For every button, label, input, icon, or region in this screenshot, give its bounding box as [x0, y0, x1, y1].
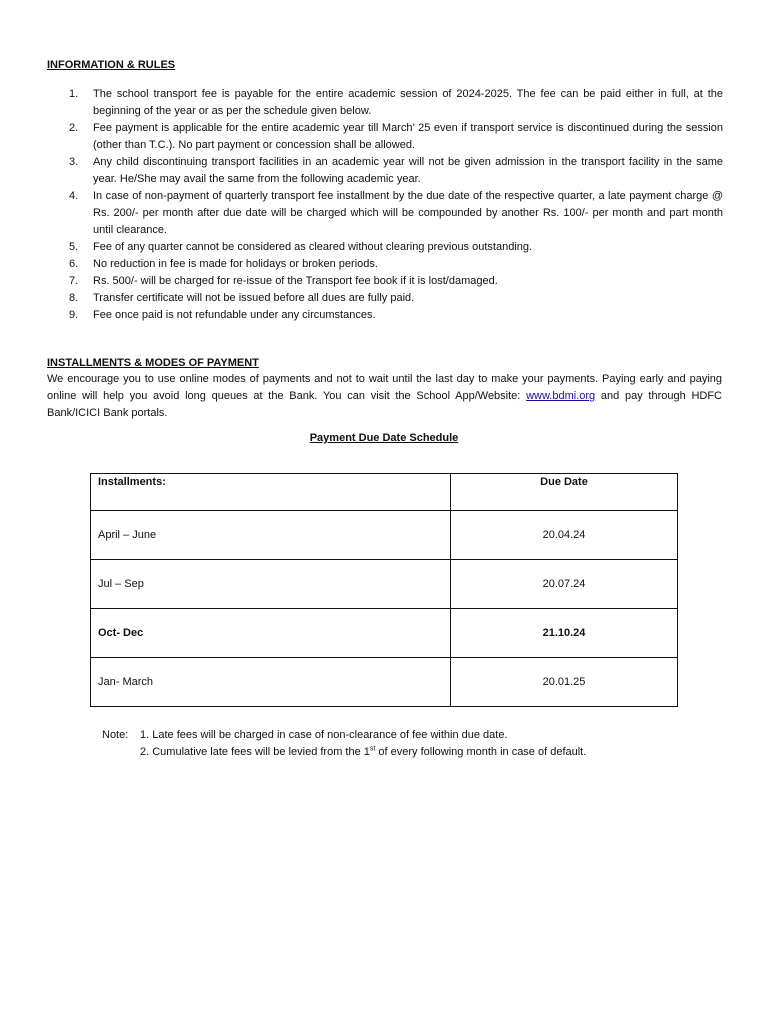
- rule-item: [47, 86, 723, 120]
- rule-number: 5.: [69, 241, 79, 253]
- payment-intro: [47, 371, 722, 422]
- rule-text: Fee of any quarter cannot be considered as cleared without clearing previous outstanding.: [93, 241, 533, 253]
- rules-list: [47, 86, 723, 324]
- rule-item: [47, 256, 723, 273]
- rule-number: 3.: [69, 156, 79, 168]
- rule-item: [47, 154, 723, 188]
- installment-due-date: 20.07.24: [451, 560, 678, 609]
- table-row: [91, 658, 678, 707]
- school-website-link[interactable]: www.bdmi.org: [526, 390, 596, 402]
- note-line-1: [102, 727, 586, 744]
- table-row: [91, 560, 678, 609]
- rule-item: [47, 273, 723, 290]
- table-row: [91, 511, 678, 560]
- note-text-1: 1. Late fees will be charged in case of non-clearance of fee within due date.: [140, 729, 508, 741]
- rule-text: Any child discontinuing transport facilities in an academic year will not be given admission in the transport facility in the same year. He/She may avail the same from the following academic year.: [93, 156, 723, 185]
- note-line-2: [102, 744, 586, 761]
- rule-text: The school transport fee is payable for the entire academic session of 2024-2025. The fee can be paid either in full, at the beginning of the year or as per the schedule given below.: [93, 88, 723, 117]
- installment-period: April – June: [91, 511, 451, 560]
- table-header-row: [91, 474, 678, 511]
- note-text-2b: of every following month in case of default.: [375, 746, 587, 758]
- note-label: Note:: [102, 729, 129, 741]
- installment-due-date: 20.04.24: [451, 511, 678, 560]
- rule-number: 8.: [69, 292, 79, 304]
- note-text-2a: 2. Cumulative late fees will be levied from the 1: [140, 746, 370, 758]
- payment-heading: INSTALLMENTS & MODES OF PAYMENT: [47, 357, 259, 369]
- rule-number: 4.: [69, 190, 79, 202]
- note-superscript: st: [369, 745, 376, 753]
- rule-text: Fee once paid is not refundable under any circumstances.: [93, 309, 376, 321]
- intro-text-end: and pay through HDFC Bank/ICICI Bank portals.: [47, 390, 722, 419]
- rule-item: [47, 307, 723, 324]
- installment-period: Jul – Sep: [91, 560, 451, 609]
- rule-number: 7.: [69, 275, 79, 287]
- rule-text: Rs. 500/- will be charged for re-issue of the Transport fee book if it is lost/damaged.: [93, 275, 498, 287]
- installment-due-date: 21.10.24: [451, 609, 678, 658]
- note-block: [102, 727, 586, 761]
- rule-item: [47, 188, 723, 239]
- rule-item: [47, 120, 723, 154]
- rule-number: 9.: [69, 309, 79, 321]
- due-date-table: [90, 473, 678, 707]
- installments-header: Installments:: [91, 474, 451, 511]
- due-date-header: Due Date: [451, 474, 678, 511]
- schedule-title: Payment Due Date Schedule: [309, 432, 459, 444]
- intro-text: We encourage you to use online modes of payments and not to wait until the last day to make your payments. Paying early and paying online will help you avoid long queues at the Bank. You can visit the School App/Website:: [47, 373, 722, 402]
- rule-number: 1.: [69, 88, 79, 100]
- rule-text: In case of non-payment of quarterly transport fee installment by the due date of the respective quarter, a late payment charge @ Rs. 200/- per month after due date will be charged which will be compounded by another Rs. 100/- per month and part month until clearance.: [93, 190, 723, 236]
- table-row: [91, 609, 678, 658]
- rule-text: Transfer certificate will not be issued before all dues are fully paid.: [93, 292, 415, 304]
- installment-period: Oct- Dec: [91, 609, 451, 658]
- rules-heading: INFORMATION & RULES: [47, 59, 176, 71]
- installment-due-date: 20.01.25: [451, 658, 678, 707]
- rule-item: [47, 239, 723, 256]
- installment-period: Jan- March: [91, 658, 451, 707]
- rule-number: 2.: [69, 122, 79, 134]
- rule-text: Fee payment is applicable for the entire academic year till March’ 25 even if transport service is discontinued during the session (other than T.C.). No part payment or concession shall be allowed.: [93, 122, 723, 151]
- rule-item: [47, 290, 723, 307]
- rule-number: 6.: [69, 258, 79, 270]
- rule-text: No reduction in fee is made for holidays or broken periods.: [93, 258, 378, 270]
